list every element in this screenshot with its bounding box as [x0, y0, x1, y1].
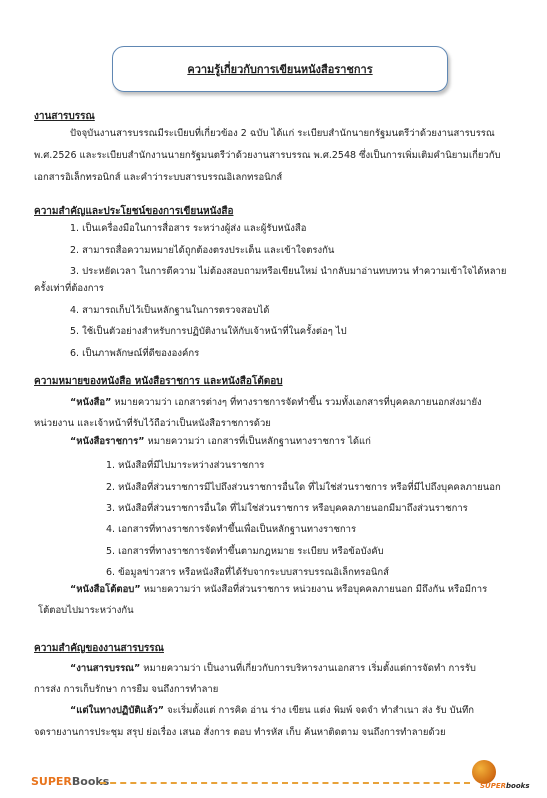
page-title: ความรู้เกี่ยวกับการเขียนหนังสือราชการ: [112, 46, 448, 92]
footer-divider: [100, 782, 470, 784]
list-item: 3. หนังสือที่ส่วนราชการอื่นใด ที่ไม่ใช่ส่วนราชการ หรือบุคคลภายนอกมีมาถึงส่วนราชการ: [106, 503, 468, 514]
definition-text: หมายความว่า เอกสารต่างๆ ที่ทางราชการจัดทำขึ้น รวมทั้งเอกสารที่บุคคลภายนอกส่งมายัง: [111, 397, 482, 408]
superbooks-logo: [466, 760, 530, 794]
logo-circle-icon: [472, 760, 496, 784]
definition-continuation: จดรายงานการประชุม สรุป ย่อเรื่อง เสนอ สั่งการ ตอบ ทำรหัส เก็บ ค้นหาติดตาม จนถึงการทำลายด้วย: [34, 727, 446, 738]
logo-text: SUPERbooks: [480, 782, 530, 790]
definition-text: จะเริ่มตั้งแต่ การคิด อ่าน ร่าง เขียน แต่ง พิมพ์ จดจำ ทำสำเนา ส่ง รับ บันทึก: [164, 705, 475, 716]
definition-line: [70, 436, 371, 448]
definition-line: [70, 584, 487, 596]
definition-term: “แต่ในทางปฏิบัติแล้ว”: [70, 705, 165, 716]
definition-term: “หนังสือโต้ตอบ”: [70, 584, 141, 595]
list-item: 6. เป็นภาพลักษณ์ที่ดีขององค์กร: [70, 348, 200, 359]
list-item: 5. ใช้เป็นตัวอย่างสำหรับการปฏิบัติงานให้กับเจ้าหน้าที่ในครั้งต่อๆ ไป: [70, 326, 347, 337]
section-heading-meaning: ความหมายของหนังสือ หนังสือราชการ และหนังสือโต้ตอบ: [34, 376, 283, 387]
section-heading-saraban: งานสารบรรณ: [34, 111, 95, 122]
footer-brand-books: Books: [71, 775, 110, 788]
definition-line: [70, 663, 476, 675]
list-item: 1. หนังสือที่มีไปมาระหว่างส่วนราชการ: [106, 460, 265, 471]
footer-brand: [31, 775, 109, 788]
list-item: 3. ประหยัดเวลา ในการตีความ ไม่ต้องสอบถามหรือเขียนใหม่ นำกลับมาอ่านทบทวน ทำความเข้าใจได้หลาย: [70, 266, 507, 277]
definition-term: “หนังสือราชการ”: [70, 436, 145, 447]
paragraph-line: พ.ศ.2526 และระเบียบสำนักงานนายกรัฐมนตรีว่าด้วยงานสารบรรณ พ.ศ.2548 ซึ่งเป็นการเพิ่มเติมคำนิยามเกี่ยวกับ: [34, 150, 501, 161]
definition-line: [70, 705, 474, 717]
definition-term: “หนังสือ”: [70, 397, 112, 408]
footer-brand-super: SUPER: [31, 775, 72, 788]
list-item: 4. สามารถเก็บไว้เป็นหลักฐานในการตรวจสอบได้: [70, 305, 270, 316]
definition-text: หมายความว่า เอกสารที่เป็นหลักฐานทางราชการ ได้แก่: [144, 436, 371, 447]
list-item-continuation: ครั้งเท่าที่ต้องการ: [34, 283, 104, 294]
list-item: 2. หนังสือที่ส่วนราชการมีไปถึงส่วนราชการอื่นใด ที่ไม่ใช่ส่วนราชการ หรือที่มีไปถึงบุคคลภายนอก: [106, 482, 501, 493]
definition-term: “งานสารบรรณ”: [70, 663, 141, 674]
list-item: 1. เป็นเครื่องมือในการสื่อสาร ระหว่างผู้ส่ง และผู้รับหนังสือ: [70, 223, 307, 234]
definition-text: หมายความว่า เป็นงานที่เกี่ยวกับการบริหารงานเอกสาร เริ่มตั้งแต่การจัดทำ การรับ: [140, 663, 476, 674]
section-heading-importance-writing: ความสำคัญและประโยชน์ของการเขียนหนังสือ: [34, 206, 234, 217]
list-item: 5. เอกสารที่ทางราชการจัดทำขึ้นตามกฎหมาย ระเบียบ หรือข้อบังคับ: [106, 546, 384, 557]
list-item: 4. เอกสารที่ทางราชการจัดทำขึ้นเพื่อเป็นหลักฐานทางราชการ: [106, 524, 357, 535]
paragraph-line: ปัจจุบันงานสารบรรณมีระเบียบที่เกี่ยวข้อง 2 ฉบับ ได้แก่ ระเบียบสำนักนายกรัฐมนตรีว่าด้วยงานสารบรรณ: [70, 128, 495, 139]
paragraph-line: เอกสารอิเล็กทรอนิกส์ และคำว่าระบบสารบรรณอิเลกทรอนิกส์: [34, 172, 283, 183]
definition-continuation: โต้ตอบไปมาระหว่างกัน: [38, 605, 134, 616]
list-item: 6. ข้อมูลข่าวสาร หรือหนังสือที่ได้รับจากระบบสารบรรณอิเล็กทรอนิกส์: [106, 567, 389, 578]
list-item: 2. สามารถสื่อความหมายได้ถูกต้องตรงประเด็น และเข้าใจตรงกัน: [70, 245, 335, 256]
definition-continuation: การส่ง การเก็บรักษา การยืม จนถึงการทำลาย: [34, 684, 219, 695]
definition-continuation: หน่วยงาน และเจ้าหน้าที่รับไว้ถือว่าเป็นหนังสือราชการด้วย: [34, 418, 271, 429]
definition-line: [70, 397, 482, 409]
section-heading-saraban-importance: ความสำคัญของงานสารบรรณ: [34, 643, 164, 654]
definition-text: หมายความว่า หนังสือที่ส่วนราชการ หน่วยงาน หรือบุคคลภายนอก มีถึงกัน หรือมีการ: [140, 584, 488, 595]
